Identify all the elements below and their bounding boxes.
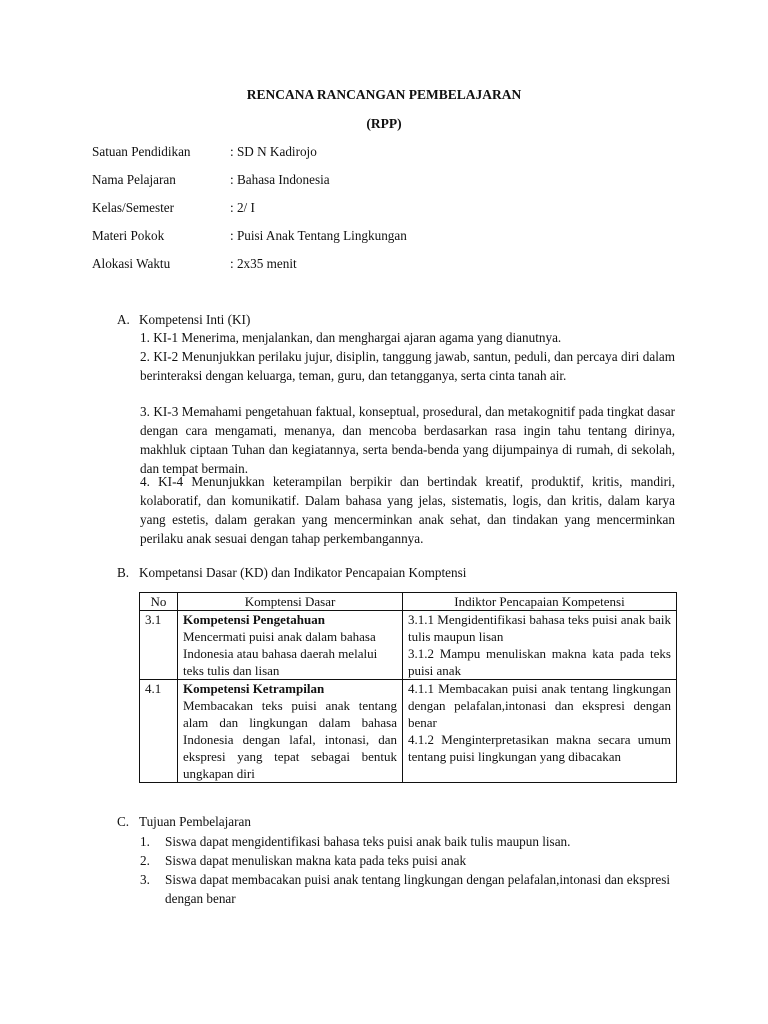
section-c-heading xyxy=(117,812,251,832)
section-title: Kompetansi Dasar (KD) dan Indikator Pencapaian Komptensi xyxy=(139,565,467,580)
row-number: 4.1 xyxy=(140,680,178,783)
section-letter: C. xyxy=(117,814,130,829)
row-number: 3.1 xyxy=(140,611,178,680)
kd-text: Membacakan teks puisi anak tentang alam dan lingkungan dalam bahasa Indonesia dengan lafal, intonasi, dan ekspresi yang tepat sebagai bentuk ungkapan diri xyxy=(183,698,397,781)
section-letter: A. xyxy=(117,312,130,327)
list-number: 1. xyxy=(140,834,150,849)
ki-item: 4. KI-4 Menunjukkan keterampilan berpikir dan bertindak kreatif, produktif, kritis, mandiri, kolaboratif, dan komunikatif. Dalam bahasa yang jelas, sistematis, logis, dan kritis, dalam karya yang estetis, dalam gerakan yang mencerminkan anak sehat, dan tindakan yang mencerminkan perilaku anak sesuai dengan tahap perkembangannya. xyxy=(140,474,675,546)
section-a-heading xyxy=(117,310,250,330)
list-item xyxy=(140,851,676,870)
indicator-cell xyxy=(403,611,677,680)
table-row xyxy=(140,611,677,680)
identity-value: : Puisi Anak Tentang Lingkungan xyxy=(230,228,407,243)
indicator-text: 4.1.1 Membacakan puisi anak tentang lingkungan dengan pelafalan,intonasi dan ekspresi dengan benar xyxy=(408,681,671,730)
identity-value: : 2x35 menit xyxy=(230,256,297,271)
ki-item: 2. KI-2 Menunjukkan perilaku jujur, disiplin, tanggung jawab, santun, peduli, dan percaya diri dalam berinteraksi dengan keluarga, teman, guru, dan tetangganya, serta cinta tanah air. xyxy=(140,349,675,383)
indicator-text: 3.1.1 Mengidentifikasi bahasa teks puisi anak baik tulis maupun lisan xyxy=(408,612,671,644)
identity-value: : SD N Kadirojo xyxy=(230,144,317,159)
kd-cell xyxy=(178,680,403,783)
indicator-text: 3.1.2 Mampu menuliskan makna kata pada teks puisi anak xyxy=(408,646,671,678)
identity-label: Kelas/Semester xyxy=(92,200,175,215)
document-title: RENCANA RANCANGAN PEMBELAJARAN xyxy=(246,87,522,102)
table-row xyxy=(140,680,677,783)
list-item xyxy=(140,832,676,851)
identity-value: : 2/ I xyxy=(230,200,255,215)
column-header: No xyxy=(140,593,178,611)
kd-title: Kompetensi Pengetahuan xyxy=(183,612,325,627)
kd-table xyxy=(139,592,677,783)
list-text: Siswa dapat mengidentifikasi bahasa teks puisi anak baik tulis maupun lisan. xyxy=(165,834,571,849)
document-subtitle: (RPP) xyxy=(366,116,402,131)
section-b-heading xyxy=(117,563,466,583)
section-title: Kompetensi Inti (KI) xyxy=(139,312,251,327)
kd-cell xyxy=(178,611,403,680)
ki-item: 3. KI-3 Memahami pengetahuan faktual, konseptual, prosedural, dan metakognitif pada tingkat dasar dengan cara mengamati, menanya, dan mencoba berdasarkan rasa ingin tahu tentang dirinya, makhluk ciptaan Tuhan dan kegiatannya, serta benda-benda yang dijumpainya di rumah, di sekolah, dan tempat bermain. xyxy=(140,404,675,476)
identity-label: Alokasi Waktu xyxy=(92,256,171,271)
list-number: 2. xyxy=(140,853,150,868)
table-header-row xyxy=(140,593,677,611)
list-text: Siswa dapat membacakan puisi anak tentang lingkungan dengan pelafalan,intonasi dan ekspresi dengan benar xyxy=(165,872,671,906)
kd-title: Kompetensi Ketrampilan xyxy=(183,681,325,696)
identity-label: Materi Pokok xyxy=(92,228,165,243)
column-header: Indiktor Pencapaian Kompetensi xyxy=(403,593,677,611)
indicator-cell xyxy=(403,680,677,783)
section-title: Tujuan Pembelajaran xyxy=(139,814,251,829)
list-text: Siswa dapat menuliskan makna kata pada teks puisi anak xyxy=(165,853,467,868)
tujuan-list xyxy=(140,832,676,908)
column-header: Komptensi Dasar xyxy=(178,593,403,611)
kd-text: Mencermati puisi anak dalam bahasa Indonesia atau bahasa daerah melalui teks tulis dan lisan xyxy=(183,629,378,678)
section-letter: B. xyxy=(117,565,130,580)
list-item xyxy=(140,870,676,908)
identity-value: : Bahasa Indonesia xyxy=(230,172,330,187)
list-number: 3. xyxy=(140,872,150,887)
indicator-text: 4.1.2 Menginterpretasikan makna secara umum tentang puisi lingkungan yang dibacakan xyxy=(408,732,671,764)
identity-label: Satuan Pendidikan xyxy=(92,144,191,159)
ki-item: 1. KI-1 Menerima, menjalankan, dan menghargai ajaran agama yang dianutnya. xyxy=(140,330,562,345)
identity-label: Nama Pelajaran xyxy=(92,172,176,187)
